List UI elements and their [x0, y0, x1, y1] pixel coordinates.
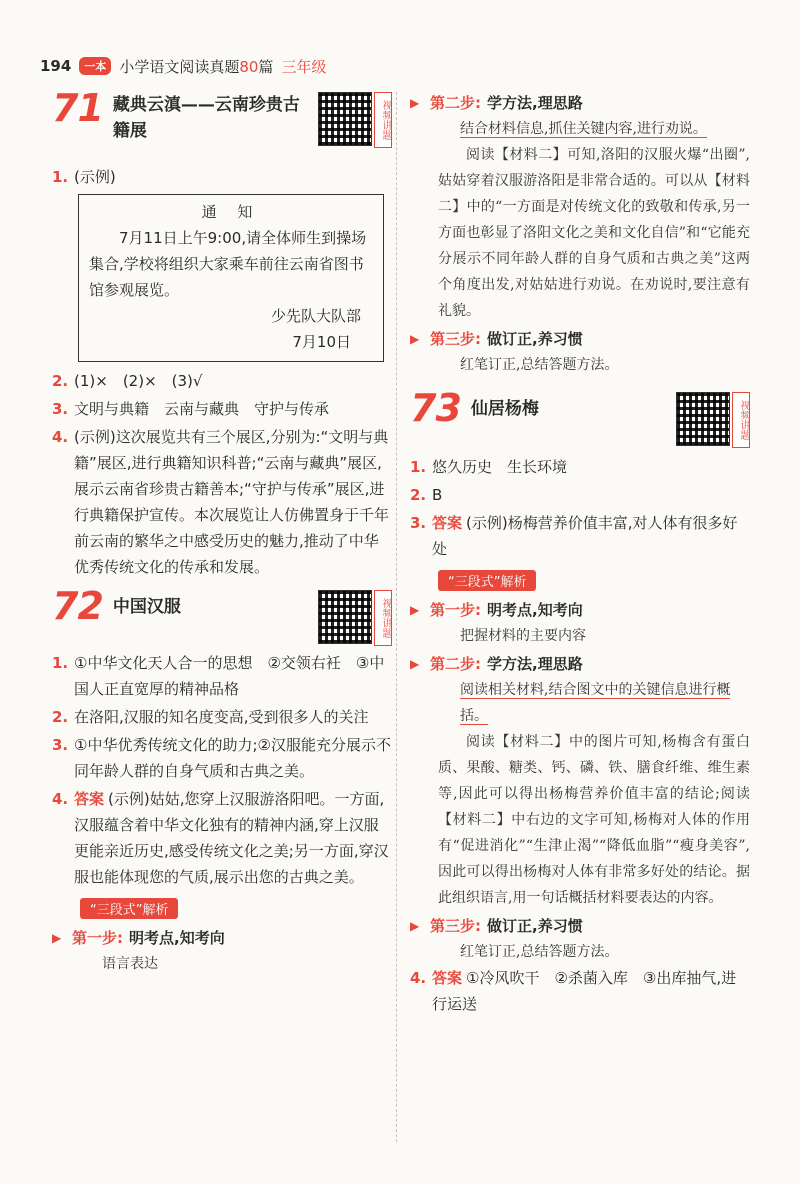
question-2: 2. B [410, 486, 443, 504]
analysis-badge: “三段式”解析 [438, 570, 536, 591]
arrow-icon: ▶ [410, 603, 420, 617]
step-1: ▶ 第一步: 明考点,知考向 [52, 925, 392, 951]
question-1: 1. (示例) [52, 168, 116, 186]
step-3: ▶ 第三步: 做订正,养习惯 [410, 913, 750, 939]
question-2: 2. 在洛阳,汉服的知名度变高,受到很多人的关注 [52, 708, 369, 726]
section-71-title [52, 88, 392, 164]
step-2-note: 结合材料信息,抓住关键内容,进行劝说。 [460, 121, 707, 137]
arrow-icon: ▶ [410, 919, 420, 933]
video-tag[interactable]: 视频讲题 [374, 92, 392, 148]
question-3: 3. 文明与典籍 云南与藏典 守护与传承 [52, 400, 330, 418]
answer-label: 答案 [74, 790, 105, 808]
step-3: ▶ 第三步: 做订正,养习惯 [410, 326, 750, 352]
question-4: 4. (示例)这次展览共有三个展区,分别为:“文明与典籍”展区,进行典籍知识科普;“云南与藏典”展区,展示云南省珍贵古籍善本;“守护与传承”展区,进行典籍保护宣传。本次展览让人仿佛置身于千年前云南的繁华之中感受历史的魅力,推动了中华优秀传统文化的传承和发展。 [52, 428, 390, 576]
brand-logo: 一本 [79, 57, 111, 75]
step-2-explanation: 阅读【材料二】可知,洛阳的汉服火爆“出圈”,姑姑穿着汉服游洛阳是非常合适的。可以从【材料二】中的“一方面是对传统文化的致敬和传承,另一方面也彰显了洛阳文化之美和文化自信”和“它能充分展示不同年龄人群的自身气质和古典之美”这两个角度出发,对姑姑进行劝说。在劝说时,要注意有礼貌。 [438, 147, 750, 319]
step-2-note: 阅读相关材料,结合图文中的关键信息进行概括。 [460, 682, 731, 724]
step-3-note: 红笔订正,总结答题方法。 [460, 357, 619, 373]
step-3-note: 红笔订正,总结答题方法。 [460, 944, 619, 960]
answer-label: 答案 [432, 514, 463, 532]
question-3: 3. ①中华优秀传统文化的助力;②汉服能充分展示不同年龄人群的自身气质和古典之美。 [52, 736, 391, 780]
column-divider [396, 92, 397, 1142]
notice-sign: 少先队大队部 [270, 307, 361, 325]
left-column [52, 88, 392, 977]
step-1-note: 把握材料的主要内容 [460, 628, 586, 644]
section-name: 藏典云滇——云南珍贵古籍展 [112, 95, 300, 141]
arrow-icon: ▶ [410, 332, 420, 346]
arrow-icon: ▶ [410, 96, 420, 110]
notice-body: 7月11日上午9:00,请全体师生到操场集合,学校将组织大家乘车前往云南省图书馆参观展览。 [89, 229, 367, 299]
section-name: 仙居杨梅 [470, 399, 539, 419]
qr-code-icon[interactable] [676, 392, 730, 446]
section-number: 71 [52, 86, 103, 130]
question-3: 3. 答案 (示例)杨梅营养价值丰富,对人体有很多好处 [410, 514, 738, 558]
step-1: ▶ 第一步: 明考点,知考向 [410, 597, 750, 623]
question-1: 1. ①中华文化天人合一的思想 ②交领右衽 ③中国人正直宽厚的精神品格 [52, 654, 385, 698]
question-4: 4. 答案 (示例)姑姑,您穿上汉服游洛阳吧。一方面,汉服蕴含着中华文化独有的精神内涵,穿上汉服更能亲近历史,感受传统文化之美;另一方面,穿汉服也能体现您的气质,展示出您的古典之美。 [52, 790, 389, 886]
qr-code-icon[interactable] [318, 92, 372, 146]
step-1-note: 语言表达 [102, 956, 158, 972]
right-column [410, 88, 750, 1019]
step-2-explanation: 阅读【材料二】中的图片可知,杨梅含有蛋白质、果酸、糖类、钙、磷、铁、膳食纤维、维生素等,因此可以得出杨梅营养价值丰富的结论;阅读【材料二】中右边的文字可知,杨梅对人体的作用有“促进消化”“生津止渴”“降低血脂”“瘦身美容”,因此可以得出杨梅对人体有非常多好处的结论。据此组织语言,用一句话概括材料要表达的内容。 [438, 734, 750, 906]
step-2: ▶ 第二步: 学方法,理思路 [410, 651, 750, 677]
page-header [40, 50, 326, 82]
arrow-icon: ▶ [410, 657, 420, 671]
question-2: 2. (1)× (2)× (3)√ [52, 372, 203, 390]
section-73-title [410, 388, 750, 454]
section-number: 73 [410, 386, 461, 430]
section-72-title [52, 586, 392, 650]
answer-label: 答案 [432, 969, 463, 987]
video-tag[interactable]: 视频讲题 [732, 392, 750, 448]
analysis-badge: “三段式”解析 [80, 898, 178, 919]
arrow-icon: ▶ [52, 931, 62, 945]
book-title: 小学语文阅读真题80篇 [119, 57, 274, 76]
page-number: 194 [40, 57, 72, 75]
notice-box [78, 194, 384, 362]
question-4: 4. 答案 ①冷风吹干 ②杀菌入库 ③出库抽气,进行运送 [410, 969, 737, 1013]
section-number: 72 [52, 584, 103, 628]
grade-label: 三年级 [281, 57, 327, 76]
qr-code-icon[interactable] [318, 590, 372, 644]
section-name: 中国汉服 [112, 597, 181, 617]
step-2: ▶ 第二步: 学方法,理思路 [410, 90, 750, 116]
notice-date: 7月10日 [292, 333, 351, 351]
video-tag[interactable]: 视频讲题 [374, 590, 392, 646]
question-1: 1. 悠久历史 生长环境 [410, 458, 568, 476]
notice-title: 通 知 [201, 203, 261, 221]
